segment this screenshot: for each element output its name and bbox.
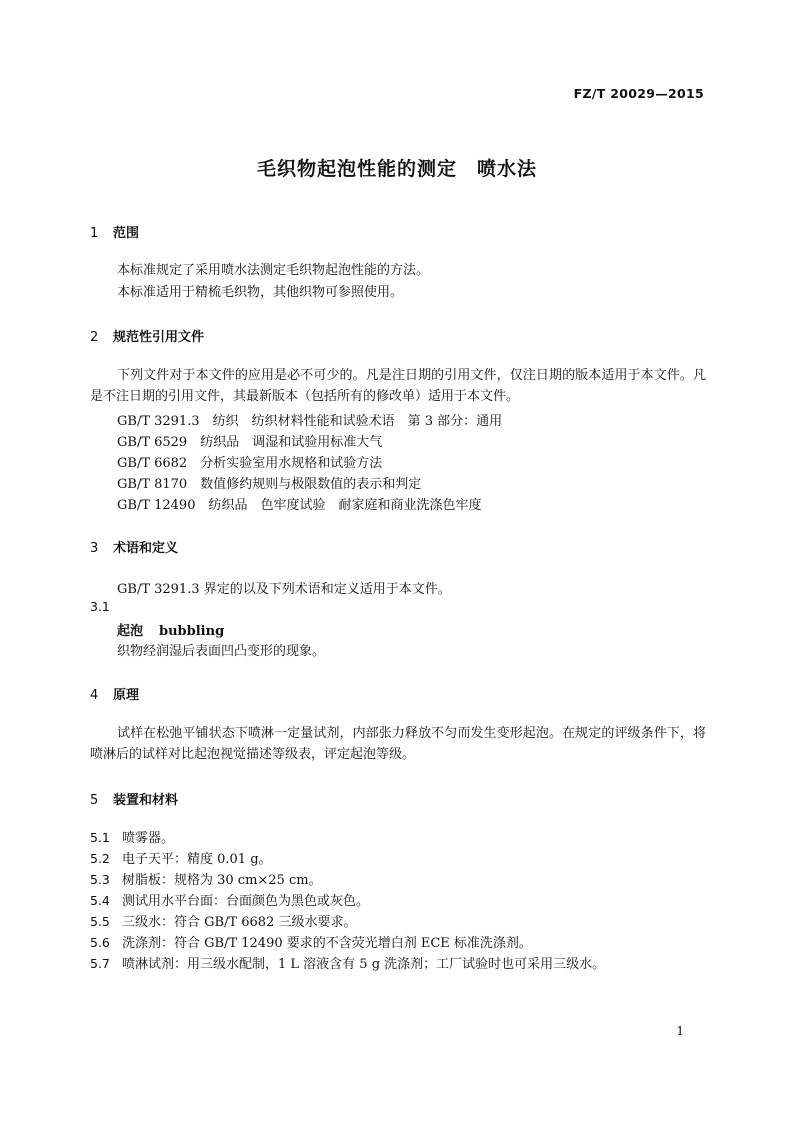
section-title: 原理 xyxy=(113,688,140,703)
term-definition: 织物经润湿后表面凹凸变形的现象。 xyxy=(117,644,326,659)
section-heading-terms xyxy=(90,537,178,556)
term-entry xyxy=(117,620,224,639)
clause-number: 3.1 xyxy=(90,599,110,614)
item-number: 5.6 xyxy=(90,935,110,950)
item-text: 三级水：符合 GB/T 6682 三级水要求。 xyxy=(122,915,357,930)
apparatus-item xyxy=(90,953,605,972)
scope-paragraph-2: 本标准适用于精梳毛织物，其他织物可参照使用。 xyxy=(117,285,404,300)
reference-title: 纺织品 色牢度试验 耐家庭和商业洗涤色牢度 xyxy=(208,498,482,513)
item-number: 5.5 xyxy=(90,914,110,929)
item-number: 5.2 xyxy=(90,851,110,866)
item-number: 5.7 xyxy=(90,956,110,971)
reference-code: GB/T 8170 xyxy=(117,477,188,492)
section-number: 1 xyxy=(90,226,99,241)
apparatus-item xyxy=(90,848,272,867)
section-heading-normative-references xyxy=(90,326,204,345)
reference-item xyxy=(117,452,382,471)
apparatus-item xyxy=(90,890,369,909)
item-text: 电子天平：精度 0.01 g。 xyxy=(122,852,272,867)
reference-title: 分析实验室用水规格和试验方法 xyxy=(200,456,383,471)
reference-code: GB/T 6682 xyxy=(117,456,188,471)
reference-code: GB/T 3291.3 xyxy=(117,414,200,429)
item-text: 树脂板：规格为 30 cm×25 cm。 xyxy=(122,873,322,888)
section-title: 范围 xyxy=(113,226,140,241)
section-title: 术语和定义 xyxy=(113,541,179,556)
terms-intro: GB/T 3291.3 界定的以及下列术语和定义适用于本文件。 xyxy=(117,582,451,597)
reference-item xyxy=(117,410,502,429)
section-heading-principle xyxy=(90,684,139,703)
item-text: 喷雾器。 xyxy=(122,831,175,846)
section-title: 装置和材料 xyxy=(113,793,179,808)
reference-code: GB/T 6529 xyxy=(117,435,188,450)
references-intro: 下列文件对于本文件的应用是必不可少的。凡是注日期的引用文件，仅注日期的版本适用于本文件。凡是不注日期的引用文件，其最新版本（包括所有的修改单）适用于本文件。 xyxy=(90,368,706,404)
term-english: bubbling xyxy=(159,624,225,639)
document-title: 毛织物起泡性能的测定 喷水法 xyxy=(256,158,537,180)
term-chinese: 起泡 xyxy=(117,624,144,639)
section-number: 4 xyxy=(90,688,99,703)
section-number: 3 xyxy=(90,541,99,556)
item-text: 洗涤剂：符合 GB/T 12490 要求的不含荧光增白剂 ECE 标准洗涤剂。 xyxy=(122,936,532,951)
section-number: 2 xyxy=(90,330,99,345)
section-heading-scope xyxy=(90,222,139,241)
apparatus-item xyxy=(90,932,532,951)
section-title: 规范性引用文件 xyxy=(113,330,205,345)
item-text: 喷淋试剂：用三级水配制，1 L 溶液含有 5 g 洗涤剂；工厂试验时也可采用三级水。 xyxy=(122,957,606,972)
principle-paragraph: 试样在松弛平铺状态下喷淋一定量试剂，内部张力释放不匀而发生变形起泡。在规定的评级条件下，将喷淋后的试样对比起泡视觉描述等级表，评定起泡等级。 xyxy=(90,726,706,762)
item-number: 5.1 xyxy=(90,830,110,845)
scope-paragraph-1: 本标准规定了采用喷水法测定毛织物起泡性能的方法。 xyxy=(117,263,430,278)
apparatus-item xyxy=(90,911,356,930)
reference-item xyxy=(117,494,482,513)
reference-code: GB/T 12490 xyxy=(117,498,196,513)
page-number: 1 xyxy=(676,1024,684,1038)
reference-title: 数值修约规则与极限数值的表示和判定 xyxy=(200,477,422,492)
standard-code: FZ/T 20029—2015 xyxy=(573,86,704,101)
reference-item xyxy=(117,473,421,492)
section-heading-apparatus xyxy=(90,789,178,808)
section-number: 5 xyxy=(90,793,99,808)
apparatus-item xyxy=(90,869,322,888)
item-text: 测试用水平台面：台面颜色为黑色或灰色。 xyxy=(122,894,370,909)
item-number: 5.4 xyxy=(90,893,110,908)
item-number: 5.3 xyxy=(90,872,110,887)
reference-item xyxy=(117,431,382,450)
reference-title: 纺织品 调湿和试验用标准大气 xyxy=(200,435,383,450)
apparatus-item xyxy=(90,827,174,846)
reference-title: 纺织 纺织材料性能和试验术语 第 3 部分：通用 xyxy=(212,414,503,429)
